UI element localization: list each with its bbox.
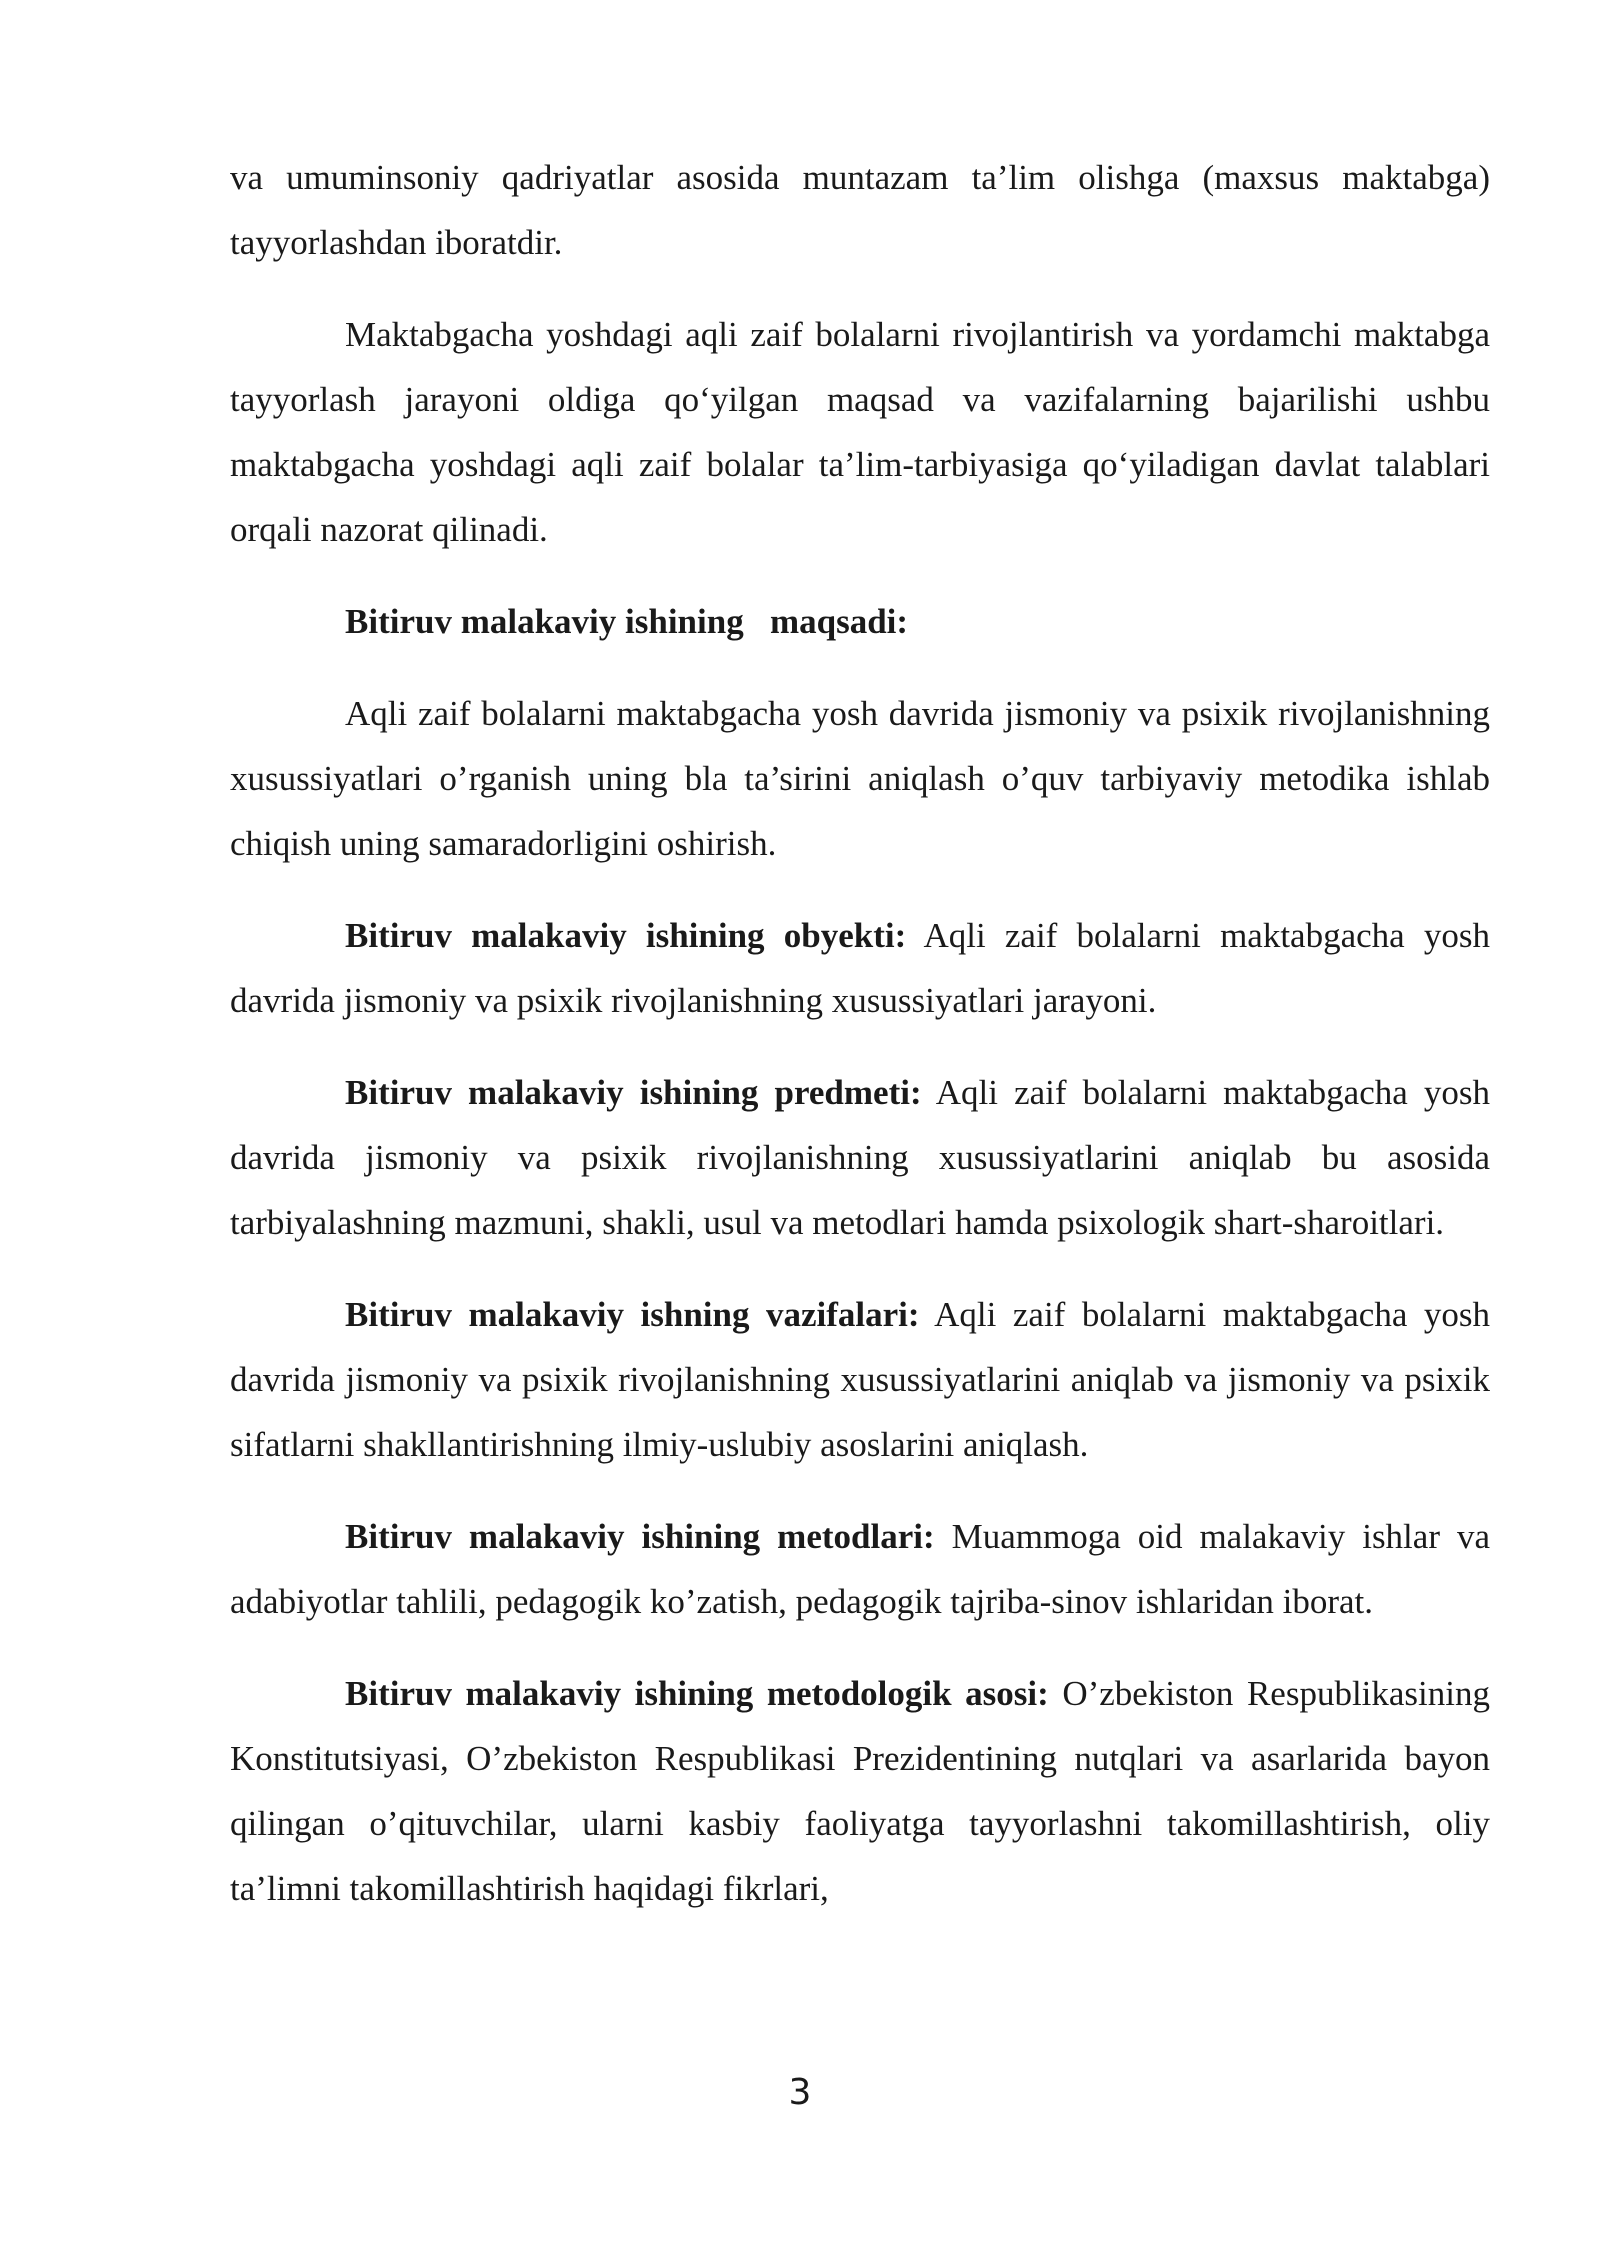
paragraph-text: Aqli zaif bolalarni maktabgacha yosh davrida jismoniy va psixik rivojlanishning xusussiyatlarini aniqlab va jismoniy va psixik sifatlarni shakllantirishning ilmiy-uslubiy asoslarini aniqlash. — [230, 1295, 1490, 1464]
methods-label: Bitiruv malakaviy ishining metodlari: — [345, 1517, 935, 1556]
paragraph-methodology — [230, 1661, 1490, 1921]
paragraph-text: Aqli zaif bolalarni maktabgacha yosh davrida jismoniy va psixik rivojlanishning xusussiyatlari jarayoni. — [230, 916, 1490, 1020]
paragraph-text: Aqli zaif bolalarni maktabgacha yosh davrida jismoniy va psixik rivojlanishning xusussiyatlarini aniqlab bu asosida tarbiyalashning mazmuni, shakli, usul va metodlari hamda psixologik shart-sharoitlari. — [230, 1073, 1490, 1242]
paragraph-object — [230, 903, 1490, 1033]
heading-goal-label: Bitiruv malakaviy ishining maqsadi: — [345, 602, 909, 641]
object-label: Bitiruv malakaviy ishining obyekti: — [345, 916, 907, 955]
heading-goal — [230, 589, 1490, 654]
subject-label: Bitiruv malakaviy ishining predmeti: — [345, 1073, 922, 1112]
methodology-label: Bitiruv malakaviy ishining metodologik asosi: — [345, 1674, 1049, 1713]
page-number: 3 — [788, 2072, 812, 2113]
paragraph-text: Aqli zaif bolalarni maktabgacha yosh davrida jismoniy va psixik rivojlanishning xusussiyatlari o’rganish uning bla ta’sirini aniqlash o’quv tarbiyaviy metodika ishlab chiqish uning samaradorligini oshirish. — [230, 694, 1490, 863]
paragraph-text: O’zbekiston Respublikasining Konstitutsiyasi, O’zbekiston Respublikasi Prezidentining nutqlari va asarlarida bayon qilingan o’qituvchilar, ularni kasbiy faoliyatga tayyorlashni takomillashtirish, oliy ta’limni takomillashtirish haqidagi fikrlari, — [230, 1674, 1490, 1908]
paragraph-subject — [230, 1060, 1490, 1255]
paragraph-continuation — [230, 145, 1490, 275]
paragraph-preschool-control — [230, 302, 1490, 562]
tasks-label: Bitiruv malakaviy ishning vazifalari: — [345, 1295, 920, 1334]
paragraph-text: Muammoga oid malakaviy ishlar va adabiyotlar tahlili, pedagogik ko’zatish, pedagogik tajriba-sinov ishlaridan iborat. — [230, 1517, 1490, 1621]
paragraph-text: Maktabgacha yoshdagi aqli zaif bolalarni rivojlantirish va yordamchi maktabga tayyorlash jarayoni oldiga qo‘yilgan maqsad va vazifalarning bajarilishi ushbu maktabgacha yoshdagi aqli zaif bolalar ta’lim-tarbiyasiga qo‘yiladigan davlat talablari orqali nazorat qilinadi. — [230, 315, 1490, 549]
paragraph-text: va umuminsoniy qadriyatlar asosida muntazam ta’lim olishga (maxsus maktabga) tayyorlashdan iboratdir. — [230, 158, 1490, 262]
paragraph-goal — [230, 681, 1490, 876]
paragraph-methods — [230, 1504, 1490, 1634]
document-body — [230, 145, 1490, 1948]
paragraph-tasks — [230, 1282, 1490, 1477]
